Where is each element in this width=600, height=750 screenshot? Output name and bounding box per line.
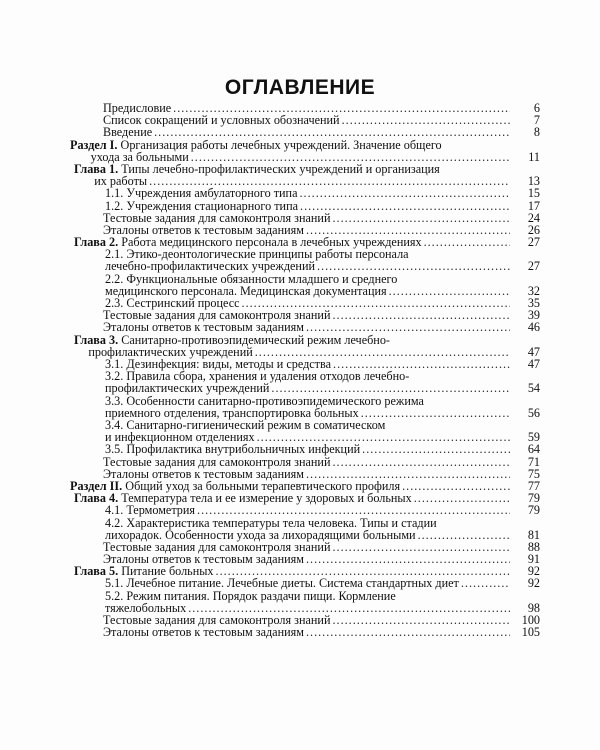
toc-page-number: 59 (527, 430, 540, 445)
toc-entry-title: приемного отделения, транспортировка больных (105, 405, 359, 420)
toc-page-number: 105 (521, 625, 540, 640)
toc-entry[interactable] (70, 395, 540, 419)
toc-entry[interactable] (70, 321, 540, 333)
toc-leader-dots (414, 492, 510, 504)
toc-page-number: 91 (527, 552, 540, 567)
toc-entry-title: 3.4. Санитарно-гигиенический режим в соматическом (105, 417, 386, 432)
table-of-contents (70, 102, 540, 638)
toc-leader-dots (332, 541, 510, 553)
toc-entry-title: Эталоны ответов к тестовым заданиям (103, 222, 304, 237)
toc-entry-title: 4.2. Характеристика температуры тела человека. Типы и стадии (105, 515, 437, 530)
toc-entry[interactable] (70, 577, 540, 589)
toc-leader-dots (317, 260, 510, 272)
toc-entry-title: лихорадок. Особенности ухода за лихорадящими больными (105, 527, 416, 542)
toc-page-number: 32 (527, 283, 540, 298)
toc-page-number: 35 (527, 296, 540, 311)
toc-leader-dots (418, 529, 510, 541)
toc-leader-dots (197, 504, 510, 516)
toc-leader-dots (332, 456, 510, 468)
toc-entry-title: Тестовые задания для самоконтроля знаний (103, 539, 331, 554)
toc-entry-title: тяжелобольных (105, 600, 187, 615)
toc-entry-title: Организация работы лечебных учреждений. Значение общего (120, 137, 442, 152)
toc-entry-title: лечебно-профилактических учреждений (105, 259, 315, 274)
toc-page-number: 64 (527, 442, 540, 457)
toc-entry[interactable] (70, 590, 540, 614)
toc-entry-title: Тестовые задания для самоконтроля знаний (103, 613, 331, 628)
toc-page-number: 92 (527, 564, 540, 579)
toc-page-number: 92 (527, 576, 540, 591)
toc-entry[interactable] (70, 248, 540, 272)
toc-page-number: 98 (527, 600, 540, 615)
toc-entry-title: Тестовые задания для самоконтроля знаний (103, 308, 331, 323)
toc-entry[interactable] (70, 200, 540, 212)
toc-page-number: 24 (527, 210, 540, 225)
toc-entry[interactable] (70, 517, 540, 541)
toc-entry-lead: Глава 3. (74, 332, 122, 347)
toc-entry-lead: Глава 4. (74, 491, 122, 506)
toc-page-number: 27 (527, 259, 540, 274)
toc-leader-dots (300, 200, 510, 212)
toc-leader-dots (300, 187, 511, 199)
toc-page-number: 15 (527, 186, 540, 201)
toc-page-number: 71 (527, 454, 540, 469)
toc-page-number: 46 (527, 320, 540, 335)
toc-entry[interactable] (70, 504, 540, 516)
toc-entry[interactable] (70, 419, 540, 443)
toc-entry-title: профилактических учреждений (88, 344, 253, 359)
toc-entry-title: Список сокращений и условных обозначений (103, 113, 340, 128)
toc-page-number: 47 (527, 344, 540, 359)
toc-entry-title: и инфекционном отделениях (105, 430, 255, 445)
toc-page-number: 27 (527, 235, 540, 250)
toc-entry[interactable] (70, 126, 540, 138)
toc-page-number: 79 (527, 491, 540, 506)
toc-page-number: 79 (527, 503, 540, 518)
toc-leader-dots (332, 212, 510, 224)
toc-entry-title: 3.2. Правила сбора, хранения и удаления отходов лечебно- (105, 369, 410, 384)
toc-page-number: 8 (533, 125, 540, 140)
toc-entry-title: 2.1. Этико-деонтологические принципы работы персонала (105, 247, 409, 262)
toc-page-number: 47 (527, 357, 540, 372)
toc-entry-lead: Глава 5. (74, 564, 122, 579)
toc-entry-title: 5.2. Режим питания. Порядок раздачи пищи. Кормление (105, 588, 396, 603)
toc-entry-lead: Глава 1. (74, 161, 122, 176)
toc-entry[interactable] (70, 456, 540, 468)
toc-entry-title: профилактических учреждений (105, 381, 270, 396)
toc-entry-title: их работы (94, 174, 148, 189)
page-title: ОГЛАВЛЕНИЕ (224, 76, 376, 99)
toc-entry-title: медицинского персонала. Медицинская документация (105, 283, 387, 298)
toc-leader-dots (154, 126, 510, 138)
toc-entry-title: 2.3. Сестринский процесс (105, 296, 240, 311)
toc-entry-title: Введение (103, 125, 153, 140)
toc-page-number: 13 (527, 174, 540, 189)
toc-entry-title: Работа медицинского персонала в лечебных учреждениях (121, 235, 422, 250)
toc-entry-lead: Глава 2. (74, 235, 122, 250)
toc-leader-dots (332, 614, 510, 626)
toc-entry-title: Температура тела и ее измерение у здоровых и больных (121, 491, 412, 506)
toc-entry-title: 1.2. Учреждения стационарного типа (105, 198, 299, 213)
toc-page-number: 26 (527, 222, 540, 237)
toc-page-number: 7 (533, 113, 540, 128)
toc-leader-dots (424, 236, 510, 248)
toc-entry[interactable] (70, 163, 540, 187)
toc-entry-title: Санитарно-противоэпидемический режим лечебно- (121, 332, 390, 347)
toc-entry-title: Эталоны ответов к тестовым заданиям (103, 466, 304, 481)
toc-page-number: 56 (527, 405, 540, 420)
toc-page-number: 77 (527, 478, 540, 493)
toc-entry-title: Общий уход за больными терапевтического профиля (125, 478, 401, 493)
toc-entry-title: 3.5. Профилактика внутрибольничных инфекций (105, 442, 361, 457)
toc-entry-title: 3.1. Дезинфекция: виды, методы и средства (105, 357, 332, 372)
toc-page-number: 6 (533, 101, 540, 115)
toc-entry[interactable] (70, 626, 540, 638)
toc-page-number: 75 (527, 466, 540, 481)
toc-entry-title: Предисловие (103, 101, 172, 115)
toc-entry[interactable] (70, 187, 540, 199)
toc-leader-dots (306, 321, 510, 333)
toc-entry-title: Питание больных (121, 564, 214, 579)
toc-entry-title: 2.2. Функциональные обязанности младшего и среднего (105, 271, 398, 286)
toc-entry[interactable] (70, 370, 540, 394)
toc-entry[interactable] (70, 273, 540, 297)
toc-page-number: 81 (527, 527, 540, 542)
toc-entry-lead: Раздел I. (70, 137, 121, 152)
toc-entry-title: Эталоны ответов к тестовым заданиям (103, 320, 304, 335)
toc-page-number: 11 (528, 149, 540, 164)
toc-leader-dots (306, 626, 510, 638)
toc-leader-dots (402, 480, 510, 492)
toc-page-number: 100 (521, 613, 540, 628)
toc-entry[interactable] (70, 443, 540, 455)
toc-page-number: 88 (527, 539, 540, 554)
toc-entry-title: Эталоны ответов к тестовым заданиям (103, 625, 304, 640)
toc-page-number: 17 (527, 198, 540, 213)
toc-entry-title: Тестовые задания для самоконтроля знаний (103, 210, 331, 225)
toc-entry-title: ухода за больными (90, 149, 189, 164)
toc-entry-title: Типы лечебно-профилактических учреждений и организация (121, 161, 440, 176)
toc-page-number: 39 (527, 308, 540, 323)
toc-entry-title: Тестовые задания для самоконтроля знаний (103, 454, 331, 469)
toc-leader-dots (342, 114, 510, 126)
toc-entry-title: 4.1. Термометрия (105, 503, 196, 518)
toc-entry[interactable] (70, 139, 540, 163)
toc-page-number: 54 (527, 381, 540, 396)
toc-entry-title: Эталоны ответов к тестовым заданиям (103, 552, 304, 567)
toc-entry[interactable] (70, 334, 540, 358)
toc-entry-title: 1.1. Учреждения амбулаторного типа (105, 186, 298, 201)
toc-entry-title: 3.3. Особенности санитарно-противоэпидемического режима (105, 393, 424, 408)
toc-leader-dots (461, 577, 510, 589)
toc-leader-dots (306, 553, 510, 565)
toc-leader-dots (332, 309, 510, 321)
toc-entry-title: 5.1. Лечебное питание. Лечебные диеты. Система стандартных диет (105, 576, 459, 591)
toc-leader-dots (389, 285, 510, 297)
toc-leader-dots (271, 382, 510, 394)
toc-leader-dots (362, 443, 510, 455)
toc-entry-lead: Раздел II. (70, 478, 126, 493)
